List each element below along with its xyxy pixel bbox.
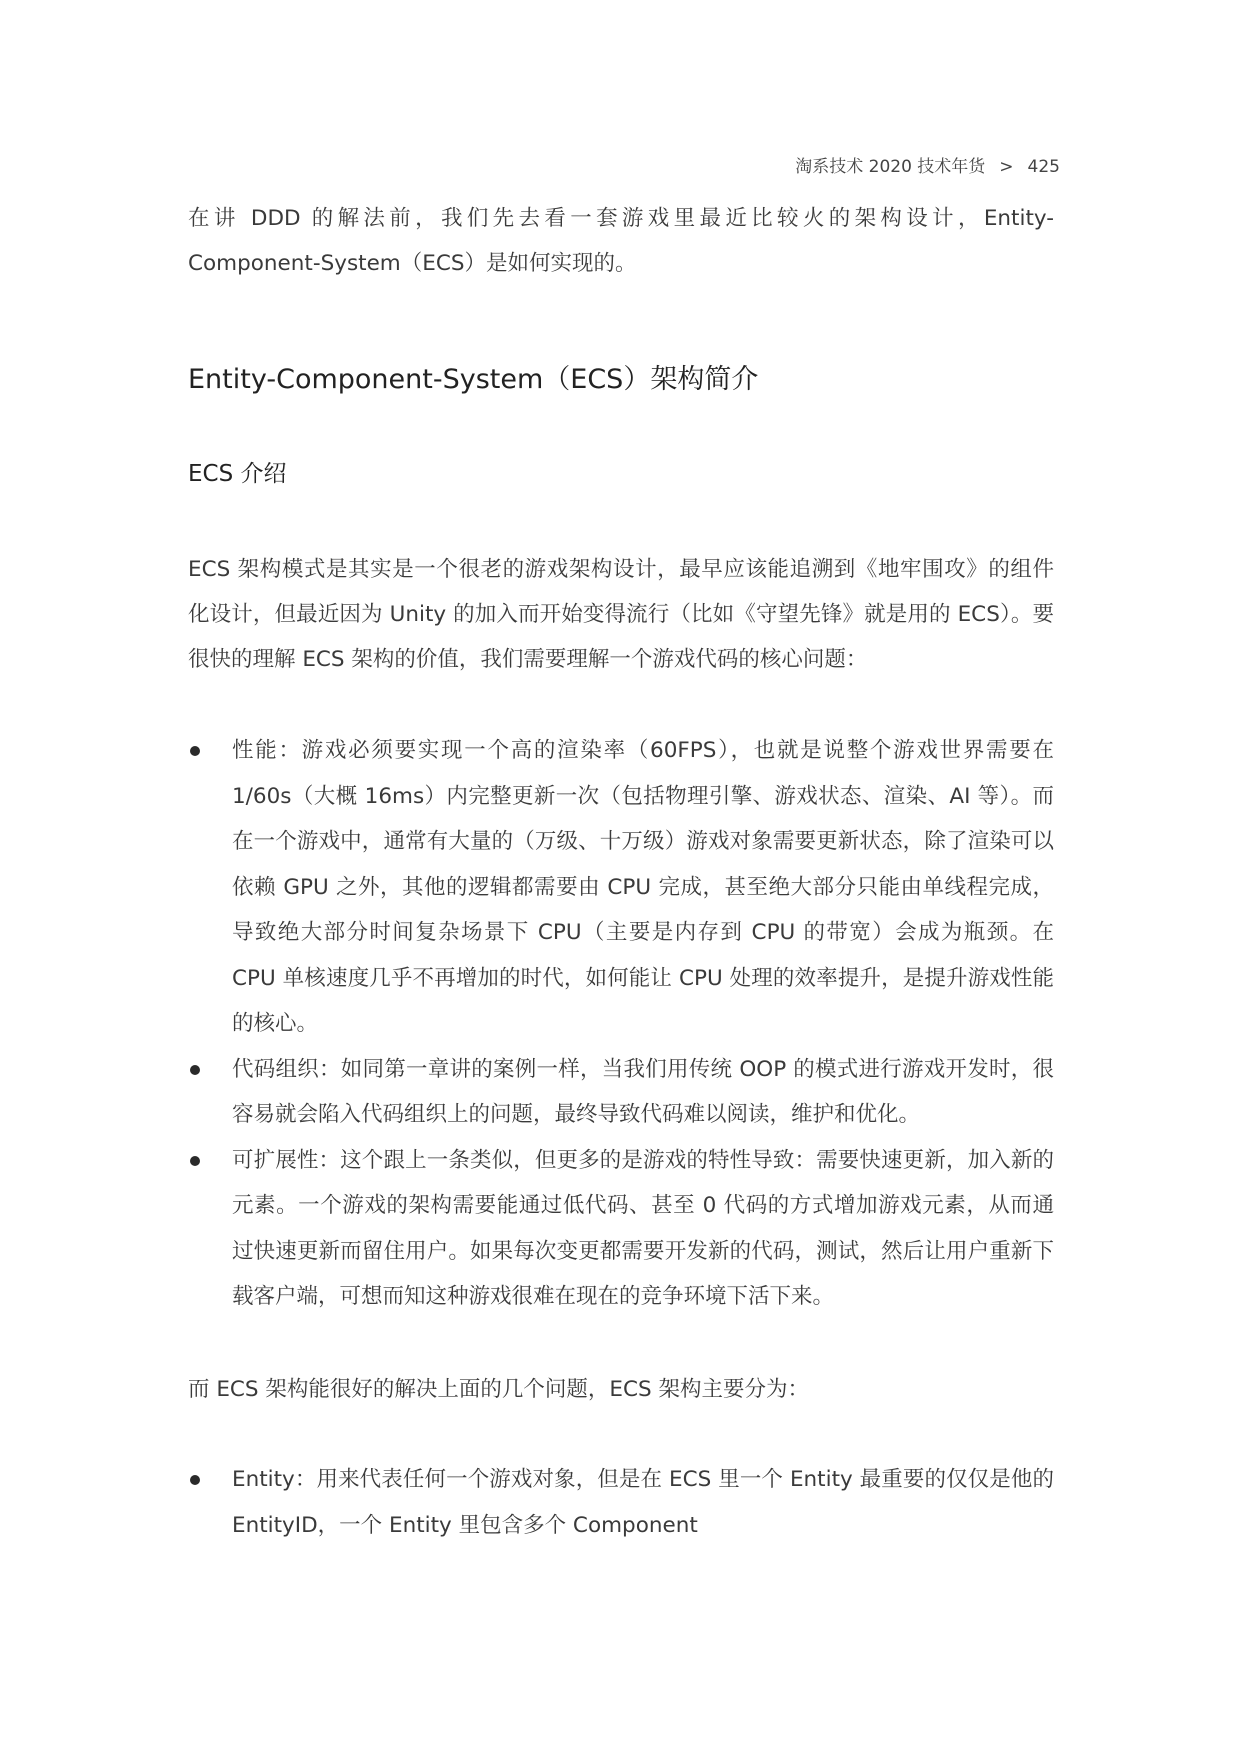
header-separator: > [999, 157, 1014, 177]
section-title: Entity-Component-System（ECS）架构简介 [188, 364, 759, 395]
list-item [188, 728, 1054, 1047]
page-number: 425 [1027, 157, 1060, 177]
bullet-icon [190, 1065, 200, 1075]
component-list [188, 1457, 1054, 1548]
bullet-icon [190, 1156, 200, 1166]
ecs-intro-paragraph: ECS 架构模式是其实是一个很老的游戏架构设计，最早应该能追溯到《地牢围攻》的组件化设计，但最近因为 Unity 的加入而开始变得流行（比如《守望先锋》就是用的 ECS）。要很快的理解 ECS 架构的价值，我们需要理解一个游戏代码的核心问题： [188, 557, 1054, 672]
running-header [795, 152, 1060, 177]
problem-list [188, 728, 1054, 1320]
bullet-icon [190, 746, 200, 756]
subsection-title: ECS 介绍 [188, 461, 287, 487]
intro-paragraph: 在讲 DDD 的解法前，我们先去看一套游戏里最近比较火的架构设计，Entity-Component-System（ECS）是如何实现的。 [188, 206, 1054, 276]
list-item-text: 代码组织：如同第一章讲的案例一样，当我们用传统 OOP 的模式进行游戏开发时，很容易就会陷入代码组织上的问题，最终导致代码难以阅读，维护和优化。 [232, 1056, 1054, 1127]
list-item-text: 可扩展性：这个跟上一条类似，但更多的是游戏的特性导致：需要快速更新，加入新的元素。一个游戏的架构需要能通过低代码、甚至 0 代码的方式增加游戏元素，从而通过快速更新而留住用户。如果每次变更都需要开发新的代码，测试，然后让用户重新下载客户端，可想而知这种游戏很难在现在的竞争环境下活下来。 [232, 1147, 1054, 1309]
bullet-icon [190, 1475, 200, 1485]
list-item [188, 1457, 1054, 1548]
solution-paragraph: 而 ECS 架构能很好的解决上面的几个问题，ECS 架构主要分为： [188, 1377, 809, 1402]
list-item-text: Entity：用来代表任何一个游戏对象，但是在 ECS 里一个 Entity 最重要的仅仅是他的 EntityID，一个 Entity 里包含多个 Component [232, 1467, 1054, 1538]
book-title: 淘系技术 2020 技术年货 [795, 157, 986, 177]
list-item-text: 性能：游戏必须要实现一个高的渲染率（60FPS），也就是说整个游戏世界需要在 1/60s（大概 16ms）内完整更新一次（包括物理引擎、游戏状态、渲染、AI 等）。而在一个游戏中，通常有大量的（万级、十万级）游戏对象需要更新状态，除了渲染可以依赖 GPU 之外，其他的逻辑都需要由 CPU 完成，甚至绝大部分只能由单线程完成，导致绝大部分时间复杂场景下 CPU（主要是内存到 CPU 的带宽）会成为瓶颈。在 CPU 单核速度几乎不再增加的时代，如何能让 CPU 处理的效率提升，是提升游戏性能的核心。 [232, 738, 1054, 1036]
list-item [188, 1138, 1054, 1320]
list-item [188, 1047, 1054, 1138]
